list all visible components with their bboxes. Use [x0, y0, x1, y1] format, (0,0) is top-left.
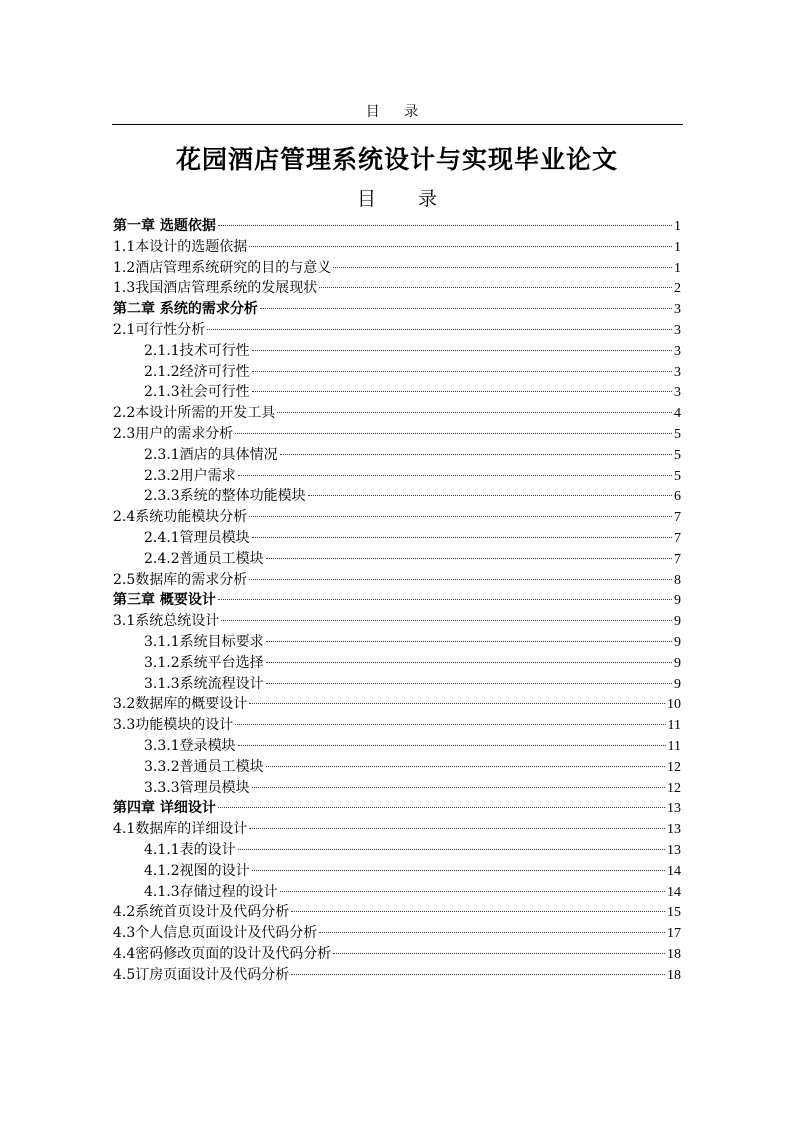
toc-entry[interactable]	[113, 653, 681, 674]
dot-leader	[260, 308, 672, 309]
toc-entry-title: 第一章 选题依据	[113, 218, 216, 234]
toc-page-number: 3	[674, 302, 681, 318]
toc-entry-title: 2.1可行性分析	[113, 321, 206, 338]
toc-entry-title: 2.3.3系统的整体功能模块	[144, 488, 306, 505]
toc-page-number: 13	[667, 801, 681, 817]
dot-leader	[238, 849, 665, 850]
toc-entry-title: 1.2酒店管理系统研究的目的与意义	[113, 259, 332, 276]
toc-entry-title: 3.3.3管理员模块	[144, 779, 250, 796]
toc-page-number: 18	[667, 967, 681, 983]
toc-entry-title: 第三章 概要设计	[113, 592, 216, 609]
toc-page-number: 10	[667, 697, 681, 713]
toc-entry-title: 2.2本设计所需的开发工具	[113, 405, 276, 422]
toc-entry[interactable]	[113, 736, 681, 757]
toc-entry-title: 4.1.2视图的设计	[144, 862, 250, 879]
toc-page-number: 11	[667, 738, 681, 754]
dot-leader	[308, 495, 672, 496]
dot-leader	[291, 911, 665, 912]
dot-leader	[218, 599, 672, 600]
toc-entry[interactable]	[113, 902, 681, 923]
dot-leader	[277, 412, 672, 413]
toc-entry[interactable]	[113, 590, 681, 611]
dot-leader	[319, 932, 665, 933]
toc-entry-title: 3.1.2系统平台选择	[144, 654, 264, 671]
toc-page-number: 15	[667, 905, 681, 921]
toc-page-number: 14	[667, 863, 681, 879]
toc-page-number: 17	[667, 926, 681, 942]
toc-page-number: 18	[667, 946, 681, 962]
toc-entry-title: 2.5数据库的需求分析	[113, 571, 248, 588]
toc-entry[interactable]	[113, 549, 681, 570]
toc-page-number: 12	[667, 780, 681, 796]
toc-entry-title: 2.1.1技术可行性	[144, 342, 250, 359]
dot-leader	[266, 683, 672, 684]
dot-leader	[249, 703, 665, 704]
dot-leader	[252, 870, 665, 871]
toc-entry-title: 3.3.2普通员工模块	[144, 758, 264, 775]
toc-entry-title: 2.4.2普通员工模块	[144, 550, 264, 567]
toc-entry[interactable]	[113, 819, 681, 840]
toc-entry-title: 1.1本设计的选题依据	[113, 238, 248, 255]
toc-entry-title: 3.3功能模块的设计	[113, 717, 234, 734]
toc-entry-title: 3.1系统总统设计	[113, 613, 220, 630]
dot-leader	[238, 745, 666, 746]
dot-leader	[249, 828, 665, 829]
toc-page-number: 12	[667, 759, 681, 775]
dot-leader	[319, 287, 672, 288]
dot-leader	[333, 267, 672, 268]
toc-page-number: 3	[674, 364, 681, 380]
dot-leader	[266, 662, 672, 663]
dot-leader	[252, 350, 672, 351]
toc-entry[interactable]	[113, 944, 681, 965]
toc-entry-title: 2.1.3社会可行性	[144, 384, 250, 401]
toc-entry[interactable]	[113, 965, 681, 986]
toc-entry[interactable]	[113, 445, 681, 466]
dot-leader	[235, 433, 672, 434]
document-title: 花园酒店管理系统设计与实现毕业论文	[175, 145, 618, 174]
toc-page-number: 5	[674, 447, 681, 463]
dot-leader	[235, 724, 665, 725]
toc-page-number: 6	[674, 489, 681, 505]
dot-leader	[207, 329, 672, 330]
toc-entry-title: 2.3.2用户需求	[144, 467, 236, 484]
toc-entry[interactable]	[113, 674, 681, 695]
dot-leader	[291, 974, 665, 975]
running-header: 目 录	[365, 104, 429, 120]
toc-entry[interactable]	[113, 341, 681, 362]
toc-entry-title: 3.1.3系统流程设计	[144, 675, 264, 692]
toc-page-number: 1	[674, 260, 681, 276]
toc-entry-title: 第二章 系统的需求分析	[113, 301, 258, 318]
toc-entry[interactable]	[113, 320, 681, 341]
toc-entry[interactable]	[113, 757, 681, 778]
toc-entry-title: 4.5订房页面设计及代码分析	[113, 966, 290, 983]
dot-leader	[249, 516, 672, 517]
toc-entry-title: 3.2数据库的概要设计	[113, 696, 248, 713]
dot-leader	[218, 807, 665, 808]
toc-page-number: 9	[674, 676, 681, 692]
toc-entry-title: 4.2系统首页设计及代码分析	[113, 904, 290, 921]
toc-entry[interactable]	[113, 362, 681, 383]
toc-heading: 目 录	[356, 188, 456, 210]
toc-entry[interactable]	[113, 278, 681, 299]
header-rule	[112, 124, 683, 125]
dot-leader	[252, 371, 672, 372]
dot-leader	[218, 225, 672, 226]
dot-leader	[238, 475, 672, 476]
toc-page-number: 7	[674, 530, 681, 546]
dot-leader	[280, 454, 672, 455]
toc-entry-title: 1.3我国酒店管理系统的发展现状	[113, 280, 318, 297]
toc-page-number: 1	[674, 219, 681, 234]
dot-leader	[221, 620, 672, 621]
toc-entry[interactable]	[113, 258, 681, 279]
toc-entry[interactable]	[113, 299, 681, 320]
toc-entry[interactable]	[113, 840, 681, 861]
dot-leader	[249, 246, 672, 247]
toc-entry-title: 4.1数据库的详细设计	[113, 821, 248, 838]
toc-entry[interactable]	[113, 528, 681, 549]
toc-entry-title: 4.3个人信息页面设计及代码分析	[113, 925, 318, 942]
toc-page-number: 11	[667, 718, 681, 734]
toc-page-number: 3	[674, 385, 681, 401]
dot-leader	[249, 579, 672, 580]
dot-leader	[266, 558, 672, 559]
toc-entry-title: 第四章 详细设计	[113, 800, 216, 817]
toc-page-number: 3	[674, 343, 681, 359]
toc-page-number: 4	[674, 406, 681, 422]
dot-leader	[266, 641, 672, 642]
toc-page-number: 13	[667, 822, 681, 838]
toc-page-number: 9	[674, 593, 681, 609]
toc-page-number: 14	[667, 884, 681, 900]
toc-entry-title: 2.4系统功能模块分析	[113, 509, 248, 526]
toc-page-number: 5	[674, 426, 681, 442]
toc-entry[interactable]	[113, 694, 681, 715]
toc-entry-title: 4.1.3存储过程的设计	[144, 883, 278, 900]
toc-page-number: 9	[674, 634, 681, 650]
dot-leader	[280, 891, 665, 892]
dot-leader	[252, 787, 665, 788]
toc-entry-title: 3.3.1登录模块	[144, 737, 236, 754]
toc-entry[interactable]	[113, 570, 681, 591]
toc-entry[interactable]	[113, 882, 681, 903]
toc-entry-title: 2.1.2经济可行性	[144, 363, 250, 380]
toc-entry-title: 3.1.1系统目标要求	[144, 633, 264, 650]
toc-page-number: 3	[674, 322, 681, 338]
toc-entry[interactable]	[113, 611, 681, 632]
toc-entry[interactable]	[113, 403, 681, 424]
toc-entry[interactable]	[113, 632, 681, 653]
dot-leader	[252, 391, 672, 392]
toc-entry[interactable]	[113, 237, 681, 258]
toc-entry[interactable]	[113, 382, 681, 403]
toc-entry[interactable]	[113, 507, 681, 528]
toc-page-number: 7	[674, 510, 681, 526]
dot-leader	[252, 537, 672, 538]
toc-entry[interactable]	[113, 861, 681, 882]
dot-leader	[333, 953, 665, 954]
table-of-contents	[113, 216, 681, 985]
toc-page-number: 9	[674, 614, 681, 630]
toc-entry-title: 4.4密码修改页面的设计及代码分析	[113, 945, 332, 962]
toc-entry[interactable]	[113, 798, 681, 819]
toc-page-number: 9	[674, 655, 681, 671]
toc-page-number: 7	[674, 551, 681, 567]
toc-page-number: 2	[674, 281, 681, 297]
toc-entry[interactable]	[113, 715, 681, 736]
toc-entry-title: 2.4.1管理员模块	[144, 529, 250, 546]
toc-entry-title: 4.1.1表的设计	[144, 841, 236, 858]
toc-entry[interactable]	[113, 486, 681, 507]
toc-page-number: 13	[667, 842, 681, 858]
toc-entry[interactable]	[113, 424, 681, 445]
toc-page-number: 5	[674, 468, 681, 484]
toc-entry[interactable]	[113, 778, 681, 799]
toc-page-number: 8	[674, 572, 681, 588]
toc-entry[interactable]	[113, 216, 681, 237]
toc-entry-title: 2.3用户的需求分析	[113, 425, 234, 442]
toc-entry-title: 2.3.1酒店的具体情况	[144, 446, 278, 463]
toc-entry[interactable]	[113, 923, 681, 944]
toc-page-number: 1	[674, 239, 681, 255]
dot-leader	[266, 766, 665, 767]
toc-entry[interactable]	[113, 466, 681, 487]
